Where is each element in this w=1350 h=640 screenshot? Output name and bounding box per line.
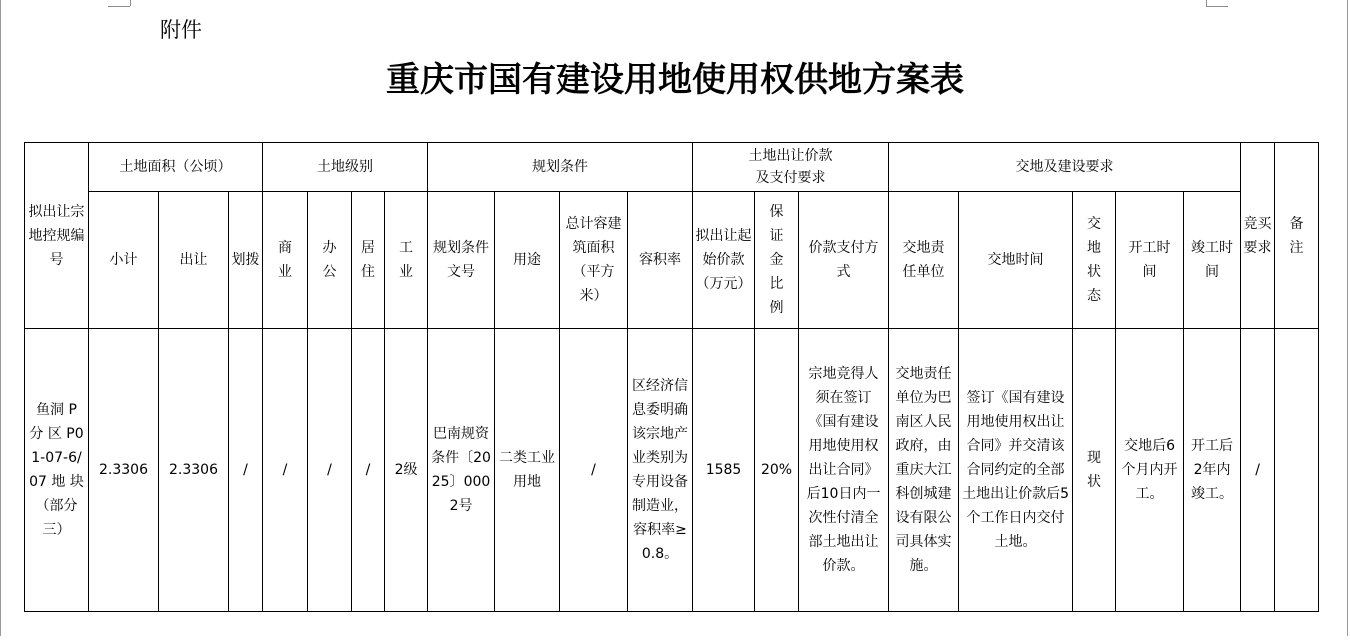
header-delivery-group: 交地及建设要求 [889, 143, 1241, 192]
header-remarks: 备注 [1275, 143, 1319, 329]
header-plot-ratio: 容积率 [628, 192, 693, 329]
header-planning: 规划条件 [428, 143, 693, 192]
cell-allocation: / [229, 329, 263, 612]
header-land-grade: 土地级别 [263, 143, 428, 192]
header-transfer: 出让 [159, 192, 229, 329]
cell-completion-time: 开工后2年内竣工。 [1184, 329, 1241, 612]
header-subtotal: 小计 [89, 192, 159, 329]
cell-parcel-code: 鱼洞 P 分 区 P01-07-6/07 地 块（部分三） [25, 329, 89, 612]
header-industrial: 工业 [385, 192, 428, 329]
cell-delivery-time: 签订《国有建设用地使用权出让合同》并交清该合同约定的全部土地出让价款后5个工作日内交付土地。 [959, 329, 1073, 612]
table-row [25, 329, 1319, 612]
cell-remarks [1275, 329, 1319, 612]
header-completion-time: 竣工时间 [1184, 192, 1241, 329]
cell-delivery-unit: 交地责任单位为巴南区人民政府，由重庆大江科创城建设有限公司具体实施。 [889, 329, 959, 612]
header-delivery-time: 交地时间 [959, 192, 1073, 329]
crop-mark [1206, 6, 1228, 7]
cell-deposit-ratio: 20% [755, 329, 799, 612]
header-parcel-code: 拟出让宗地控规编号 [25, 143, 89, 329]
header-start-time: 开工时间 [1116, 192, 1184, 329]
header-land-area: 土地面积（公顷） [89, 143, 263, 192]
cell-payment-method: 宗地竞得人须在签订《国有建设用地使用权出让合同》后10日内一次性付清全部土地出让价款。 [799, 329, 889, 612]
header-delivery-status: 交地状态 [1073, 192, 1116, 329]
cell-commercial: / [263, 329, 308, 612]
header-bid-requirement: 竞买要求 [1241, 143, 1275, 329]
header-start-price: 拟出让起始价款（万元） [693, 192, 755, 329]
header-price-group: 土地出让价款 及支付要求 [693, 143, 889, 192]
attachment-label: 附件 [160, 18, 202, 42]
cell-plot-ratio: 区经济信息委明确该宗地产业类别为专用设备制造业，容积率≥0.8。 [628, 329, 693, 612]
cell-start-price: 1585 [693, 329, 755, 612]
cell-industrial: 2级 [385, 329, 428, 612]
header-planning-doc: 规划条件文号 [428, 192, 495, 329]
cell-total-floor-area: / [560, 329, 628, 612]
crop-mark [130, 0, 131, 6]
header-deposit-ratio: 保证金比例 [755, 192, 799, 329]
header-residential: 居住 [352, 192, 385, 329]
header-allocation: 划拨 [229, 192, 263, 329]
header-usage: 用途 [495, 192, 560, 329]
cell-residential: / [352, 329, 385, 612]
cell-transfer: 2.3306 [159, 329, 229, 612]
header-total-floor-area: 总计容建筑面积（平方米） [560, 192, 628, 329]
header-payment-method: 价款支付方式 [799, 192, 889, 329]
document-title: 重庆市国有建设用地使用权供地方案表 [386, 60, 964, 100]
header-delivery-unit: 交地责任单位 [889, 192, 959, 329]
cell-planning-doc: 巴南规资条件〔2025〕0002号 [428, 329, 495, 612]
land-supply-table [24, 142, 1319, 612]
cell-office: / [308, 329, 352, 612]
cell-start-time: 交地后6个月内开工。 [1116, 329, 1184, 612]
cell-delivery-status: 现状 [1073, 329, 1116, 612]
cell-usage: 二类工业用地 [495, 329, 560, 612]
header-commercial: 商业 [263, 192, 308, 329]
cell-subtotal: 2.3306 [89, 329, 159, 612]
cell-bid-requirement: / [1241, 329, 1275, 612]
crop-mark [108, 6, 130, 7]
header-office: 办公 [308, 192, 352, 329]
